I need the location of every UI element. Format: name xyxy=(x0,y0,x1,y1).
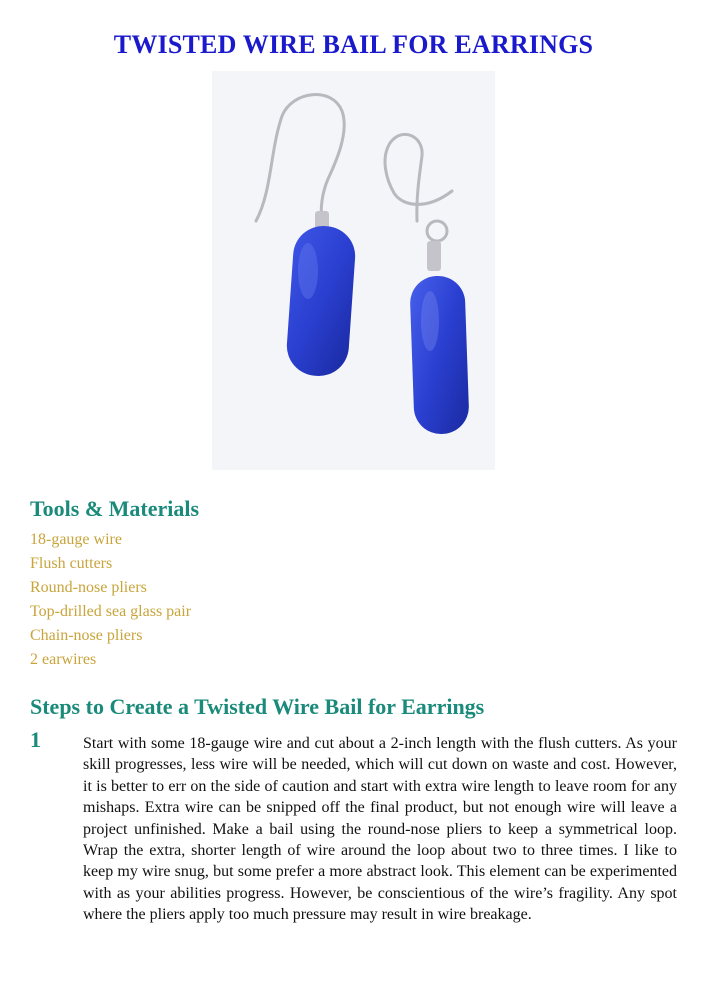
earrings-photo xyxy=(212,71,495,470)
tools-heading: Tools & Materials xyxy=(30,496,200,521)
list-item: 2 earwires xyxy=(30,651,97,668)
list-item: Top-drilled sea glass pair xyxy=(30,603,192,620)
list-item: 18-gauge wire xyxy=(30,531,122,548)
list-item: Chain-nose pliers xyxy=(30,627,143,644)
page-title: TWISTED WIRE BAIL FOR EARRINGS xyxy=(113,30,594,59)
steps-heading: Steps to Create a Twisted Wire Bail for Earrings xyxy=(30,694,485,719)
step-text: Start with some 18-gauge wire and cut about a 2-inch length with the flush cutters. As your skill progresses, less wire will be needed, which will cut down on waste and cost. However, it is better to err on the side of caution and start with extra wire length to leave room for any mishaps. Extra wire can be snipped off the final product, but not enough wire will leave a project unfinished. Make a bail using the round-nose pliers to keep a symmetrical loop. Wrap the extra, shorter length of wire around the loop about two to three times. I like to keep my wire snug, but some prefer a more abstract look. This element can be experimented with as your abilities progress. However, be conscientious of the wire’s fragility. Any spot where the pliers apply too much pressure may result in wire breakage. xyxy=(83,735,677,924)
materials-list xyxy=(30,528,191,672)
step-number: 1 xyxy=(30,727,41,752)
list-item: Round-nose pliers xyxy=(30,579,147,596)
list-item: Flush cutters xyxy=(30,555,113,572)
